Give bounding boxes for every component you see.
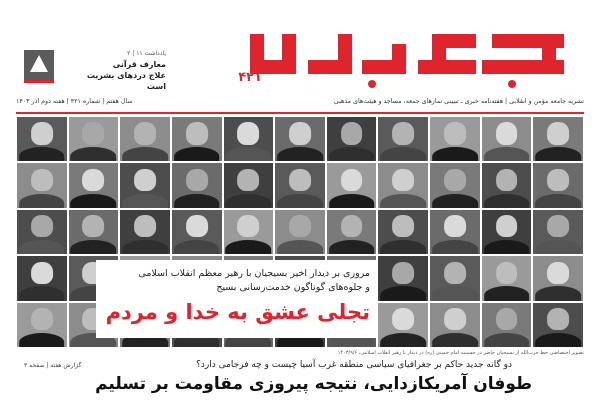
- photo-caption: [16, 350, 584, 358]
- photo-cell: [275, 117, 325, 161]
- person-body: [432, 194, 478, 208]
- person-body: [432, 147, 478, 161]
- person-face: [237, 215, 259, 237]
- person-body: [535, 286, 581, 300]
- person-body: [122, 240, 168, 254]
- photo-cell: [533, 256, 583, 300]
- person-body: [226, 240, 272, 254]
- person-face: [289, 215, 311, 237]
- person-face: [186, 215, 208, 237]
- person-body: [71, 194, 117, 208]
- newspaper-cover: [8, 0, 592, 400]
- person-face: [496, 262, 518, 284]
- person-face: [341, 122, 363, 144]
- teaser-page: یادداشت ۱۱ | ۲: [127, 50, 166, 57]
- photo-cell: [17, 256, 67, 300]
- person-face: [392, 215, 414, 237]
- person-body: [484, 333, 530, 347]
- photo-cell: [533, 117, 583, 161]
- person-face: [444, 308, 466, 330]
- person-face: [83, 122, 105, 144]
- person-body: [329, 240, 375, 254]
- photo-cell: [430, 210, 480, 254]
- person-body: [484, 240, 530, 254]
- person-face: [83, 169, 105, 191]
- photo-cell: [533, 210, 583, 254]
- photo-cell: [378, 210, 428, 254]
- person-body: [484, 194, 530, 208]
- person-face: [444, 169, 466, 191]
- photo-cell: [172, 117, 222, 161]
- photo-cell: [430, 303, 480, 347]
- person-face: [31, 262, 53, 284]
- photo-cell: [17, 303, 67, 347]
- person-body: [535, 333, 581, 347]
- photo-cell: [224, 117, 274, 161]
- photo-cell: [327, 210, 377, 254]
- person-body: [71, 240, 117, 254]
- cover-title-panel: [96, 260, 378, 338]
- person-body: [484, 286, 530, 300]
- person-body: [432, 333, 478, 347]
- person-body: [19, 147, 65, 161]
- person-face: [547, 169, 569, 191]
- photo-cell: [172, 163, 222, 207]
- person-body: [19, 194, 65, 208]
- bottom-headline: طوفان آمریکازدایی، نتیجه پیروزی مقاومت بر تسلیم: [95, 374, 532, 394]
- person-body: [380, 333, 426, 347]
- person-face: [496, 122, 518, 144]
- person-body: [535, 194, 581, 208]
- tagline-bar: [16, 98, 584, 110]
- photo-cell: [378, 163, 428, 207]
- photo-cell: [482, 163, 532, 207]
- photo-cell: [378, 117, 428, 161]
- photo-cell: [69, 163, 119, 207]
- photo-cell: [482, 256, 532, 300]
- person-body: [329, 194, 375, 208]
- person-face: [392, 169, 414, 191]
- person-body: [535, 240, 581, 254]
- photo-cell: [533, 303, 583, 347]
- photo-cell: [120, 210, 170, 254]
- person-body: [19, 333, 65, 347]
- person-face: [392, 262, 414, 284]
- photo-cell: [378, 256, 428, 300]
- photo-cell: [327, 117, 377, 161]
- person-face: [31, 308, 53, 330]
- photo-cell: [69, 210, 119, 254]
- photo-cell: [275, 163, 325, 207]
- bottom-subheadline: دو گانه جدید حاکم بر جغرافیای سیاسی منطقه غرب آسیا چیست و چه فرجامی دارد؟: [196, 360, 512, 370]
- person-body: [19, 286, 65, 300]
- sidebar-teaser: [66, 48, 166, 92]
- person-face: [31, 169, 53, 191]
- photo-collage: [16, 116, 584, 348]
- photo-cell: [327, 163, 377, 207]
- person-face: [134, 169, 156, 191]
- teaser-subtitle: علاج دردهای بشریت است: [86, 71, 166, 91]
- person-body: [380, 286, 426, 300]
- person-face: [83, 215, 105, 237]
- person-body: [484, 147, 530, 161]
- person-body: [174, 194, 220, 208]
- person-face: [547, 308, 569, 330]
- lead-line-2: و جلوه‌های گوناگون خدمت‌رسانی بسیج: [216, 282, 370, 293]
- photo-cell: [17, 117, 67, 161]
- person-face: [31, 122, 53, 144]
- person-face: [289, 122, 311, 144]
- person-body: [71, 147, 117, 161]
- person-face: [547, 215, 569, 237]
- photo-cell: [482, 303, 532, 347]
- person-body: [277, 194, 323, 208]
- person-face: [186, 122, 208, 144]
- person-face: [392, 308, 414, 330]
- person-face: [496, 308, 518, 330]
- issue-number: ۴۲۱: [238, 70, 262, 85]
- person-face: [237, 122, 259, 144]
- tagline-text: نشریه جامعه مؤمن و انقلابی | هفته‌نامه خبری ـ تبیینی نمازهای جمعه، مساجد و هیئت‌های مذهبی: [333, 98, 584, 105]
- person-body: [19, 240, 65, 254]
- photo-cell: [378, 303, 428, 347]
- person-face: [547, 122, 569, 144]
- person-body: [535, 147, 581, 161]
- person-body: [380, 240, 426, 254]
- photo-cell: [120, 163, 170, 207]
- masthead: [8, 0, 592, 118]
- lead-line-1: مروری بر دیدار اخیر بسیجیان با رهبر معظم انقلاب اسلامی: [138, 268, 370, 279]
- person-face: [341, 215, 363, 237]
- person-face: [444, 215, 466, 237]
- person-face: [341, 169, 363, 191]
- person-body: [277, 240, 323, 254]
- person-face: [547, 262, 569, 284]
- cover-headline: تجلی عشق به خدا و مردم: [105, 300, 370, 324]
- person-body: [226, 147, 272, 161]
- person-face: [444, 122, 466, 144]
- photo-cell: [120, 117, 170, 161]
- person-face: [237, 169, 259, 191]
- khat-hezbollah-logo: [242, 30, 572, 92]
- photo-cell: [224, 163, 274, 207]
- person-body: [277, 147, 323, 161]
- person-body: [380, 194, 426, 208]
- person-face: [496, 215, 518, 237]
- photo-cell: [224, 210, 274, 254]
- teaser-title: معارف قرآنی: [112, 60, 166, 69]
- photo-cell: [430, 117, 480, 161]
- photo-cell: [172, 210, 222, 254]
- person-face: [444, 262, 466, 284]
- person-body: [174, 147, 220, 161]
- photo-cell: [482, 117, 532, 161]
- section-label: گزارش هفته | صفحه ۳: [24, 362, 82, 369]
- person-face: [134, 122, 156, 144]
- person-face: [186, 169, 208, 191]
- person-body: [226, 194, 272, 208]
- photo-cell: [69, 117, 119, 161]
- person-body: [432, 240, 478, 254]
- photo-cell: [275, 210, 325, 254]
- photo-cell: [533, 163, 583, 207]
- photo-cell: [17, 210, 67, 254]
- person-face: [289, 169, 311, 191]
- person-face: [496, 169, 518, 191]
- person-body: [432, 286, 478, 300]
- person-face: [31, 215, 53, 237]
- person-face: [134, 215, 156, 237]
- person-body: [329, 147, 375, 161]
- emblem-icon: [20, 46, 58, 84]
- photo-cell: [17, 163, 67, 207]
- issue-date: سال هفتم | شماره ۴۲۱ | هفته دوم آذر ۱۴۰۳: [16, 98, 133, 105]
- photo-cell: [430, 163, 480, 207]
- caption-text: تصویر اختصاصی خط حزب‌الله از بسیجیان حاضر در حسینیه امام خمینی (ره) در دیدار با رهبر انقلاب اسلامی، ۱۴۰۳/۹/۶: [337, 350, 584, 356]
- person-face: [392, 122, 414, 144]
- divider: [16, 112, 584, 114]
- person-body: [122, 194, 168, 208]
- photo-cell: [482, 210, 532, 254]
- person-body: [380, 147, 426, 161]
- person-body: [174, 240, 220, 254]
- photo-cell: [430, 256, 480, 300]
- person-body: [122, 147, 168, 161]
